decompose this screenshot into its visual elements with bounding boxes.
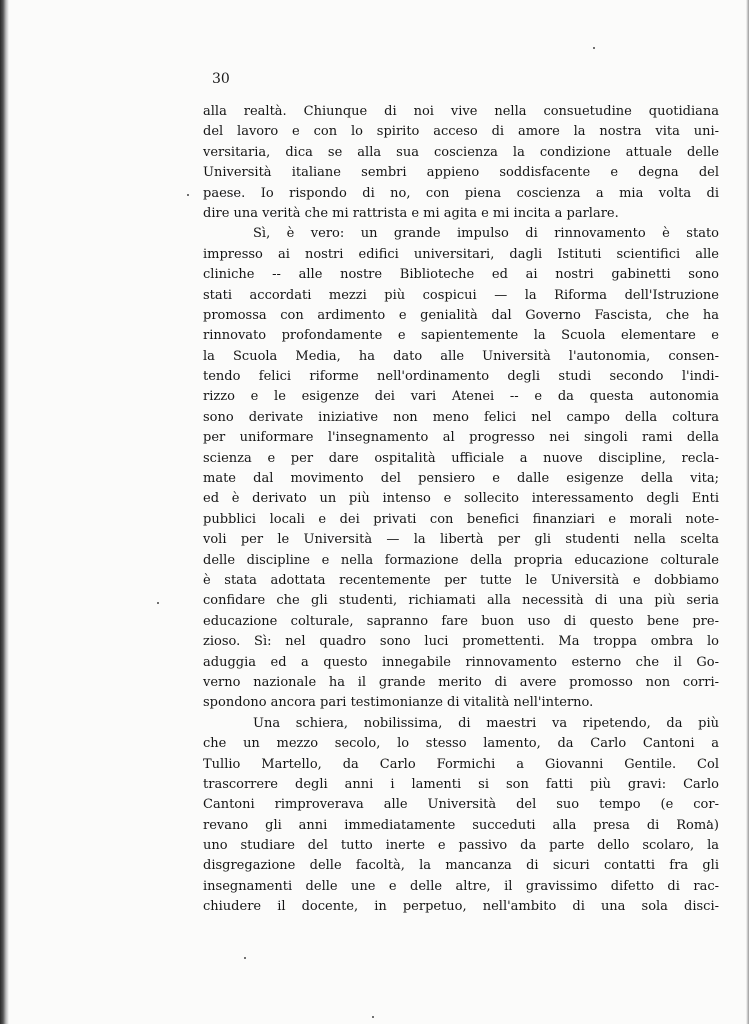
text-line: mate dal movimento del pensiero e dalle esigenze della vita;: [203, 471, 719, 487]
text-line: dire una verità che mi rattrista e mi agita e mi incita a parlare.: [203, 205, 619, 221]
text-line: spondono ancora pari testimonianze di vitalità nell'interno.: [203, 695, 594, 711]
paragraph-3: [203, 714, 719, 918]
text-line: rinnovato profondamente e sapientemente la Scuola elementare e: [203, 328, 719, 344]
text-line: uno studiare del tutto inerte e passivo da parte dello scolaro, la: [203, 838, 719, 854]
text-line: voli per le Università — la libertà per gli studenti nella scelta: [203, 532, 719, 548]
scan-speck: [593, 47, 595, 49]
page-number: 30: [212, 71, 230, 87]
body-text: [203, 102, 719, 918]
text-line: revano gli anni immediatamente succeduti alla presa di Roma): [203, 817, 719, 833]
paragraph-2: [203, 224, 719, 713]
text-line: cliniche -- alle nostre Biblioteche ed ai nostri gabinetti sono: [203, 267, 719, 283]
text-line: aduggia ed a questo innegabile rinnovamento esterno che il Go-: [203, 654, 719, 670]
text-line: tendo felici riforme nell'ordinamento degli studi secondo l'indi-: [203, 369, 719, 385]
text-line: impresso ai nostri edifici universitari, dagli Istituti scientifici alle: [203, 246, 719, 262]
text-line: trascorrere degli anni i lamenti si son fatti più gravi: Carlo: [203, 776, 719, 792]
text-line: Una schiera, nobilissima, di maestri va ripetendo, da più: [253, 715, 719, 731]
text-line: è stata adottata recentemente per tutte le Università e dobbiamo: [203, 572, 719, 588]
text-line: del lavoro e con lo spirito acceso di amore la nostra vita uni-: [203, 124, 719, 140]
text-line: scienza e per dare ospitalità ufficiale a nuove discipline, recla-: [203, 450, 719, 466]
scan-speck: [157, 602, 159, 604]
text-line: pubblici locali e dei privati con benefici finanziari e morali note-: [203, 511, 719, 527]
text-line: alla realtà. Chiunque di noi vive nella consuetudine quotidiana: [203, 104, 719, 119]
paragraph-1: [203, 102, 719, 224]
text-line: confidare che gli studenti, richiamati alla necessità di una più seria: [203, 593, 719, 609]
scan-speck: [372, 1016, 374, 1018]
text-line: chiudere il docente, in perpetuo, nell'ambito di una sola disci-: [203, 899, 719, 915]
text-line: zioso. Sì: nel quadro sono luci promettenti. Ma troppa ombra lo: [203, 634, 719, 650]
scan-speck: [187, 194, 189, 196]
text-line: delle discipline e nella formazione della propria educazione colturale: [203, 552, 719, 568]
text-line: verno nazionale ha il grande merito di avere promosso non corri-: [203, 674, 719, 690]
text-line: rizzo e le esigenze dei vari Atenei -- e da questa autonomia: [203, 389, 719, 405]
text-line: paese. Io rispondo di no, con piena coscienza a mia volta di: [203, 185, 719, 201]
text-line: promossa con ardimento e genialità dal Governo Fascista, che ha: [203, 307, 719, 323]
text-line: Tullio Martello, da Carlo Formichi a Giovanni Gentile. Col: [203, 756, 719, 772]
text-line: che un mezzo secolo, lo stesso lamento, da Carlo Cantoni a: [203, 736, 719, 752]
text-line: ed è derivato un più intenso e sollecito interessamento degli Enti: [203, 491, 719, 507]
text-line: disgregazione delle facoltà, la mancanza di sicuri contatti fra gli: [203, 858, 719, 874]
text-line: la Scuola Media, ha dato alle Università l'autonomia, consen-: [203, 348, 719, 364]
scan-speck: [244, 957, 246, 959]
text-line: educazione colturale, sapranno fare buon uso di questo bene pre-: [203, 613, 719, 629]
text-line: per uniformare l'insegnamento al progresso nei singoli rami della: [203, 430, 719, 446]
text-line: stati accordati mezzi più cospicui — la Riforma dell'Istruzione: [203, 287, 719, 303]
text-line: Sì, è vero: un grande impulso di rinnovamento è stato: [253, 226, 719, 242]
text-line: Università italiane sembri appieno soddisfacente e degna del: [203, 165, 719, 181]
text-line: Cantoni rimproverava alle Università del suo tempo (e cor-: [203, 797, 719, 813]
text-line: sono derivate iniziative non meno felici nel campo della coltura: [203, 409, 719, 425]
text-line: insegnamenti delle une e delle altre, il gravissimo difetto di rac-: [203, 878, 719, 894]
text-line: versitaria, dica se alla sua coscienza la condizione attuale delle: [203, 144, 719, 160]
scan-edge-left: [0, 0, 9, 1024]
